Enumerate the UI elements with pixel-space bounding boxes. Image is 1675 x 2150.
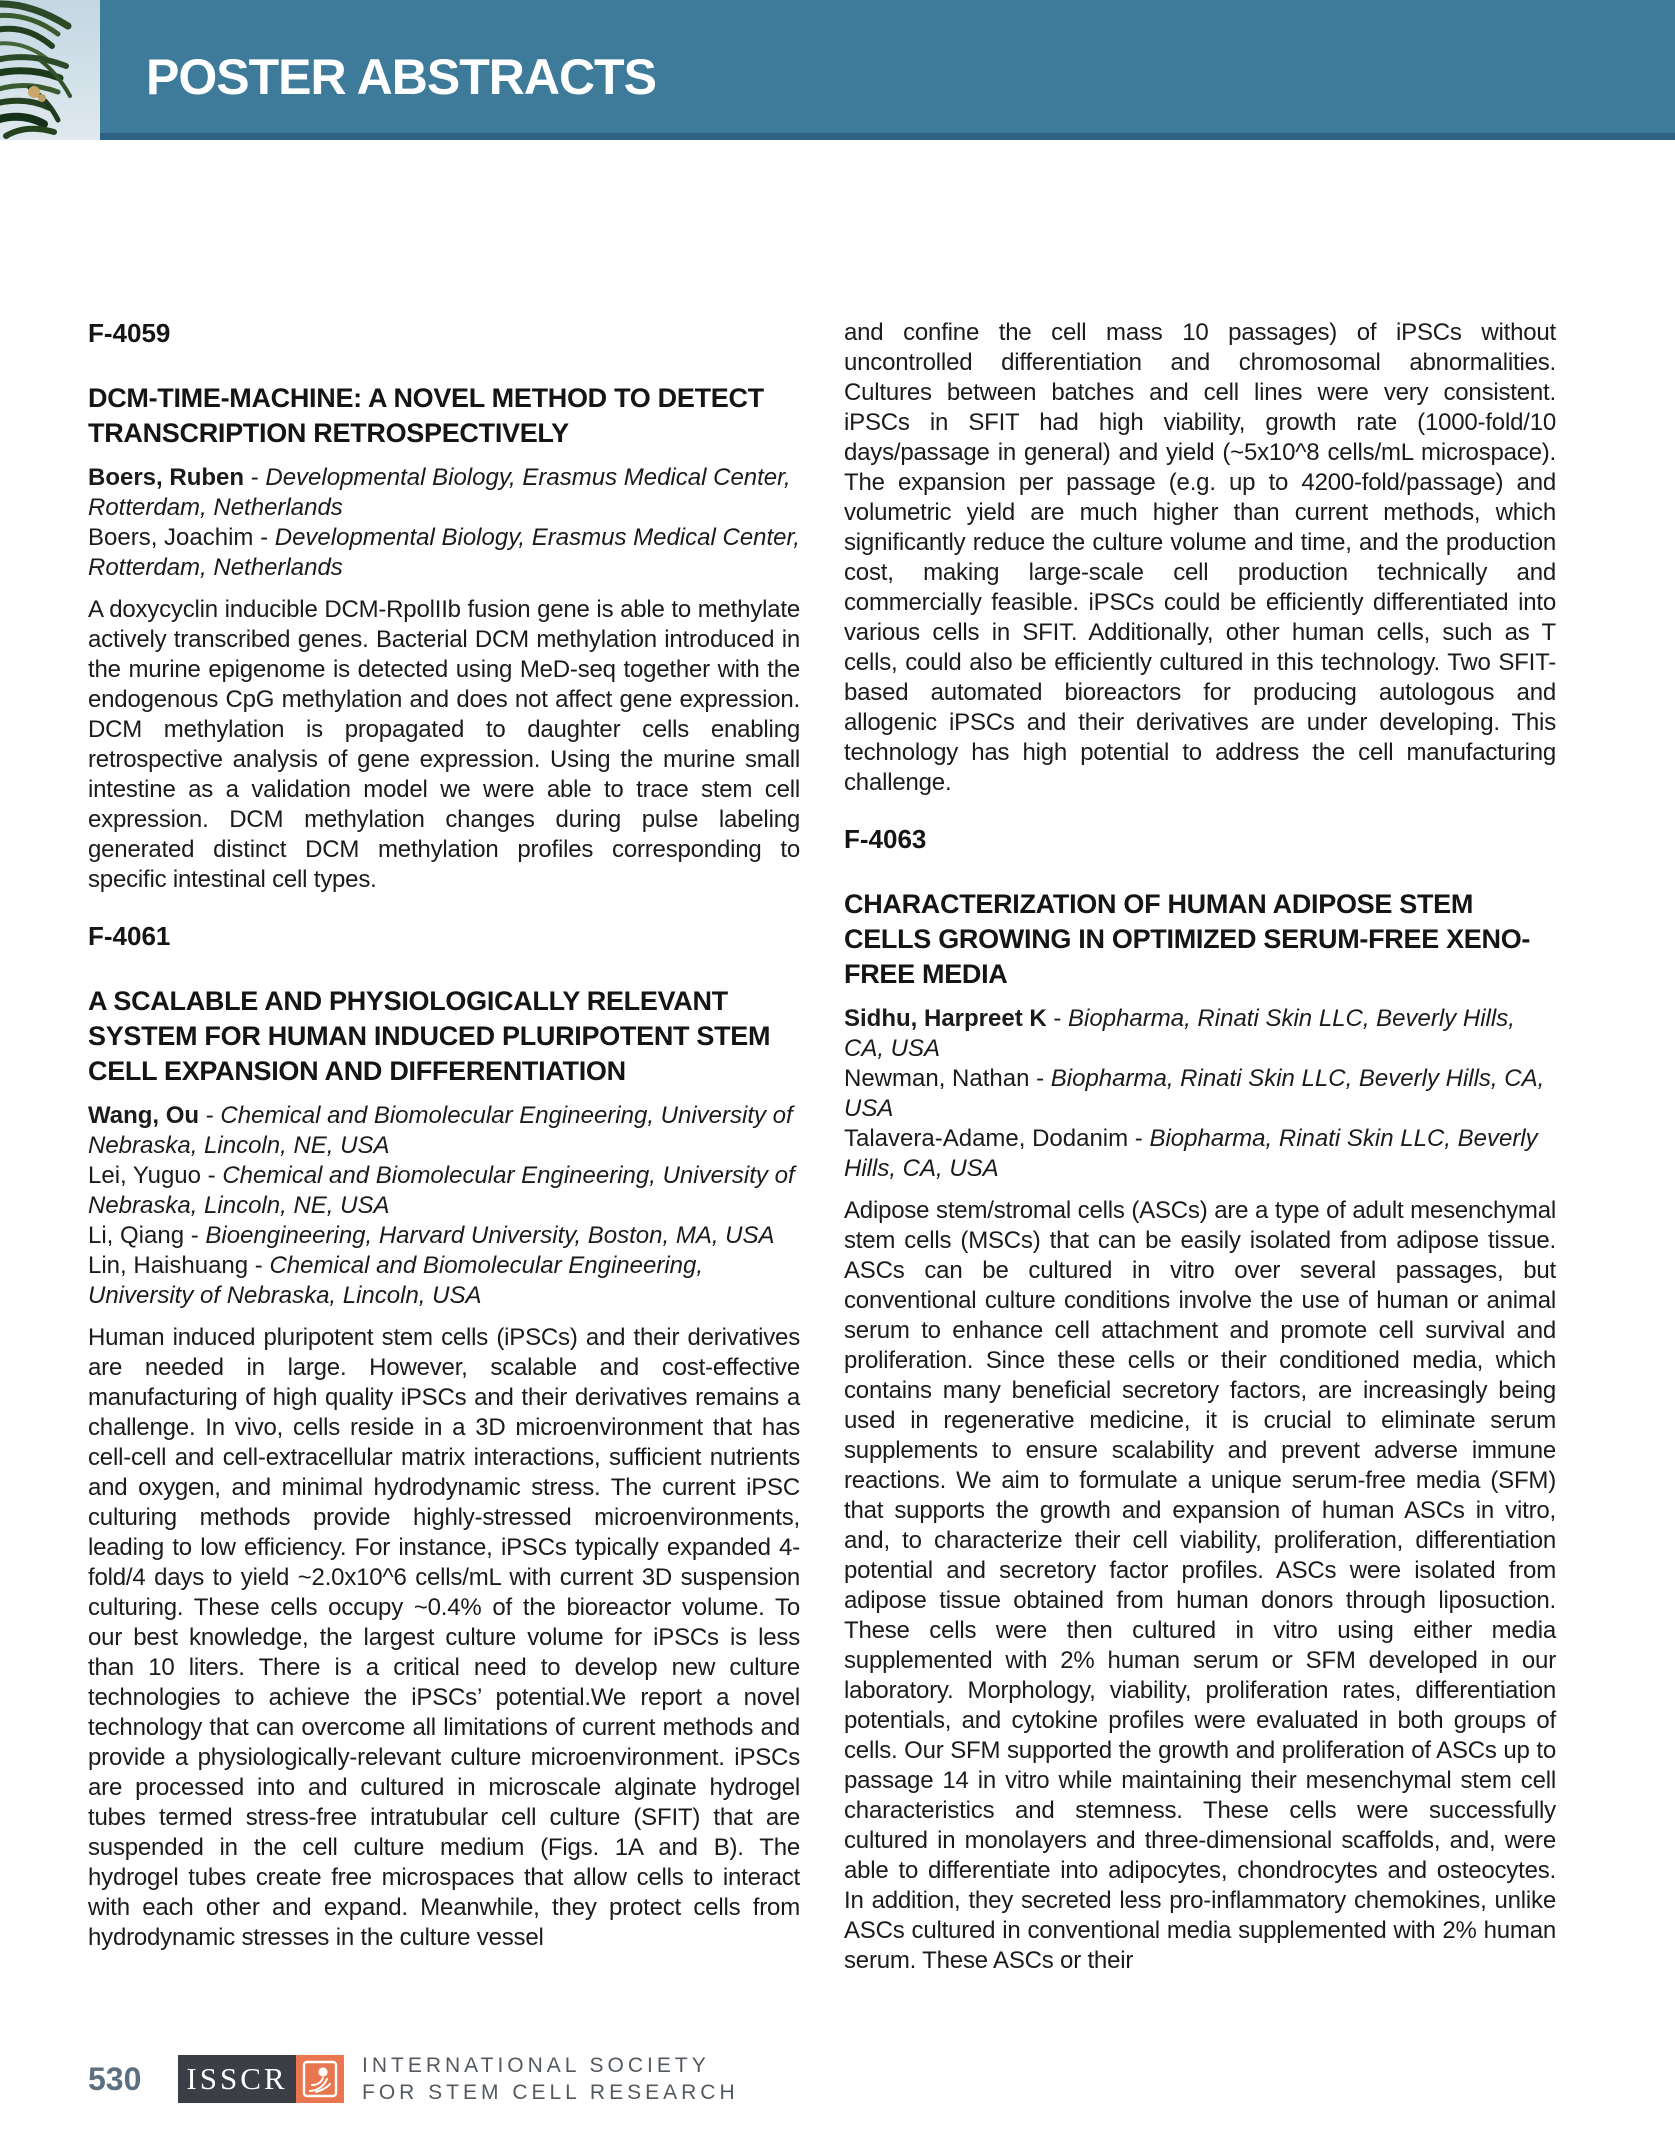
author-affiliation: Chemical and Biomolecular Engineering, University of Nebraska, Lincoln, USA [88,1252,704,1309]
abstracts-content [88,140,1556,1976]
author-separator: - [1029,1065,1051,1092]
author-name: Lin, Haishuang [88,1252,249,1279]
author-line [88,1101,800,1161]
author-affiliation: Chemical and Biomolecular Engineering, University of Nebraska, Lincoln, NE, USA [88,1162,795,1219]
society-name-line2: FOR STEM CELL RESEARCH [362,2081,739,2104]
abstract-body-f4063: Adipose stem/stromal cells (ASCs) are a type of adult mesenchymal stem cells (MSCs) that can be easily isolated from adipose tissue. ASCs can be cultured in vitro over several passages, but conventional culture conditions involve the use of human or animal serum to enhance cell attachment and promote cell survival and proliferation. Since these cells or their conditioned media, which contains many beneficial secretory factors, are increasingly being used in regenerative medicine, it is crucial to eliminate serum supplements to ensure scalability and prevent adverse immune reactions. We aim to formulate a unique serum-free media (SFM) that supports the growth and expansion of human ASCs in vitro, and, to characterize their cell viability, proliferation, differentiation potential and secretory factor profiles. ASCs were isolated from adipose tissue obtained from human donors through liposuction. These cells were then cultured in vitro using either media supplemented with 2% human serum or SFM developed in our laboratory. Morphology, viability, proliferation rates, differentiation potentials, and cytokine profiles were evaluated in both groups of cells. Our SFM supported the growth and proliferation of ASCs up to passage 14 in vitro while maintaining their mesenchymal stem cell characteristics and stemness. These cells were successfully cultured in monolayers and three-dimensional scaffolds, and, were able to differentiate into adipocytes, chondrocytes and osteocytes. In addition, they secreted less pro-inflammatory chemokines, unlike ASCs cultured in conventional media supplemented with 2% human serum. These ASCs or their [844,1197,1556,1974]
isscr-wordmark: ISSCR [178,2055,296,2103]
author-name: Newman, Nathan [844,1065,1030,1092]
author-affiliation: Biopharma, Rinati Skin LLC, Beverly Hills, CA, USA [844,1065,1545,1122]
abstract-body-f4061: Human induced pluripotent stem cells (iPSCs) and their derivatives are needed in large. However, scalable and cost-effective manufacturing of high quality iPSCs and their derivatives remains a challenge. In vivo, cells reside in a 3D microenvironment that has cell-cell and cell-extracellular matrix interactions, sufficient nutrients and oxygen, and minimal hydrodynamic stress. The current iPSC culturing methods provide highly-stressed microenvironments, leading to low efficiency. For instance, iPSCs typically expanded 4-fold/4 days to yield ~2.0x10^6 cells/mL with current 3D suspension culturing. These cells occupy ~0.4% of the bioreactor volume. To our best knowledge, the largest culture volume for iPSCs is less than 10 liters. There is a critical need to develop new culture technologies to achieve the iPSCs’ potential.We report a novel technology that can overcome all limitations of current methods and provide a physiologically-relevant culture microenvironment. iPSCs are processed into and cultured in microscale alginate hydrogel tubes termed stress-free intratubular cell culture (SFIT) that are suspended in the cell culture medium (Figs. 1A and B). The hydrogel tubes create free microspaces that allow cells to interact with each other and expand. Meanwhile, they protect cells from hydrodynamic stresses in the culture vessel [88,1324,800,1951]
abstract-title-f4061: A SCALABLE AND PHYSIOLOGICALLY RELEVANT SYSTEM FOR HUMAN INDUCED PLURIPOTENT STEM CELL EXPANSION AND DIFFERENTIATION [88,986,771,1086]
author-line [88,1251,800,1311]
isscr-logo [178,2055,344,2103]
author-name: Boers, Joachim [88,524,254,551]
author-separator: - [248,1252,270,1279]
abstract-code-f4059: F-4059 [88,318,171,348]
abstract-title-f4063: CHARACTERIZATION OF HUMAN ADIPOSE STEM CELLS GROWING IN OPTIMIZED SERUM-FREE XENO-FREE MEDIA [844,889,1531,989]
palm-tree-image [0,0,100,140]
author-name: Talavera-Adame, Dodanim [844,1125,1129,1152]
author-list-f4063 [844,1004,1556,1184]
author-line [844,1004,1556,1064]
author-name: Boers, Ruben [88,464,245,491]
isscr-cell-icon [296,2055,344,2103]
author-affiliation: Chemical and Biomolecular Engineering, University of Nebraska, Lincoln, NE, USA [88,1102,793,1159]
author-affiliation: Biopharma, Rinati Skin LLC, Beverly Hills, CA, USA [844,1125,1538,1182]
author-line [88,1221,800,1251]
page-header [0,0,1675,140]
author-affiliation: Biopharma, Rinati Skin LLC, Beverly Hills, CA, USA [844,1005,1515,1062]
author-line [844,1064,1556,1124]
author-line [844,1124,1556,1184]
author-separator: - [201,1162,223,1189]
author-separator: - [253,524,275,551]
page-title: POSTER ABSTRACTS [146,48,656,105]
left-column [88,318,800,1976]
author-separator: - [184,1222,206,1249]
author-affiliation: Developmental Biology, Erasmus Medical Center, Rotterdam, Netherlands [88,524,800,581]
author-list-f4061 [88,1101,800,1311]
author-name: Sidhu, Harpreet K [844,1005,1047,1032]
header-band [100,0,1675,140]
author-name: Lei, Yuguo [88,1162,202,1189]
page-number: 530 [88,2060,142,2097]
author-name: Wang, Ou [88,1102,200,1129]
isscr-cell-glyph [302,2060,338,2098]
abstract-code-f4063: F-4063 [844,824,927,854]
author-separator: - [1046,1005,1069,1032]
society-name-line1: INTERNATIONAL SOCIETY [362,2054,710,2077]
abstract-body-f4059: A doxycyclin inducible DCM-RpolIIb fusion gene is able to methylate actively transcribed genes. Bacterial DCM methylation introduced in the murine epigenome is detected using MeD-seq together with the endogenous CpG methylation and does not affect gene expression. DCM methylation is propagated to daughter cells enabling retrospective analysis of gene expression. Using the murine small intestine as a validation model we were able to trace stem cell expression. DCM methylation changes during pulse labeling generated distinct DCM methylation profiles corresponding to specific intestinal cell types. [88,596,800,893]
author-line [88,463,800,523]
palm-tree-graphic [0,0,100,140]
author-affiliation: Bioengineering, Harvard University, Boston, MA, USA [205,1222,775,1249]
author-separator: - [1128,1125,1150,1152]
author-name: Li, Qiang [88,1222,185,1249]
author-separator: - [199,1102,221,1129]
author-separator: - [244,464,266,491]
page-footer [88,2052,739,2106]
author-line [88,523,800,583]
abstract-body-f4061-continuation: and confine the cell mass 10 passages) of iPSCs without uncontrolled differentiation and chromosomal abnormalities. Cultures between batches and cell lines were very consistent. iPSCs in SFIT had high viability, growth rate (1000-fold/10 days/passage in general) and yield (~5x10^8 cells/mL microspace). The expansion per passage (e.g. up to 4200-fold/passage) and volumetric yield are much higher than current methods, which significantly reduce the culture volume and time, and the production cost, making large-scale cell production technically and commercially feasible. iPSCs could be efficiently differentiated into various cells in SFIT. Additionally, other human cells, such as T cells, could also be efficiently cultured in this technology. Two SFIT-based automated bioreactors for producing autologous and allogenic iPSCs and their derivatives are under developing. This technology has high potential to address the cell manufacturing challenge. [844,319,1556,796]
author-list-f4059 [88,463,800,583]
society-name [362,2052,739,2106]
author-line [88,1161,800,1221]
abstract-code-f4061: F-4061 [88,921,171,951]
author-affiliation: Developmental Biology, Erasmus Medical Center, Rotterdam, Netherlands [88,464,791,521]
right-column [844,318,1556,1976]
abstract-title-f4059: DCM-TIME-MACHINE: A NOVEL METHOD TO DETECT TRANSCRIPTION RETROSPECTIVELY [88,383,764,448]
